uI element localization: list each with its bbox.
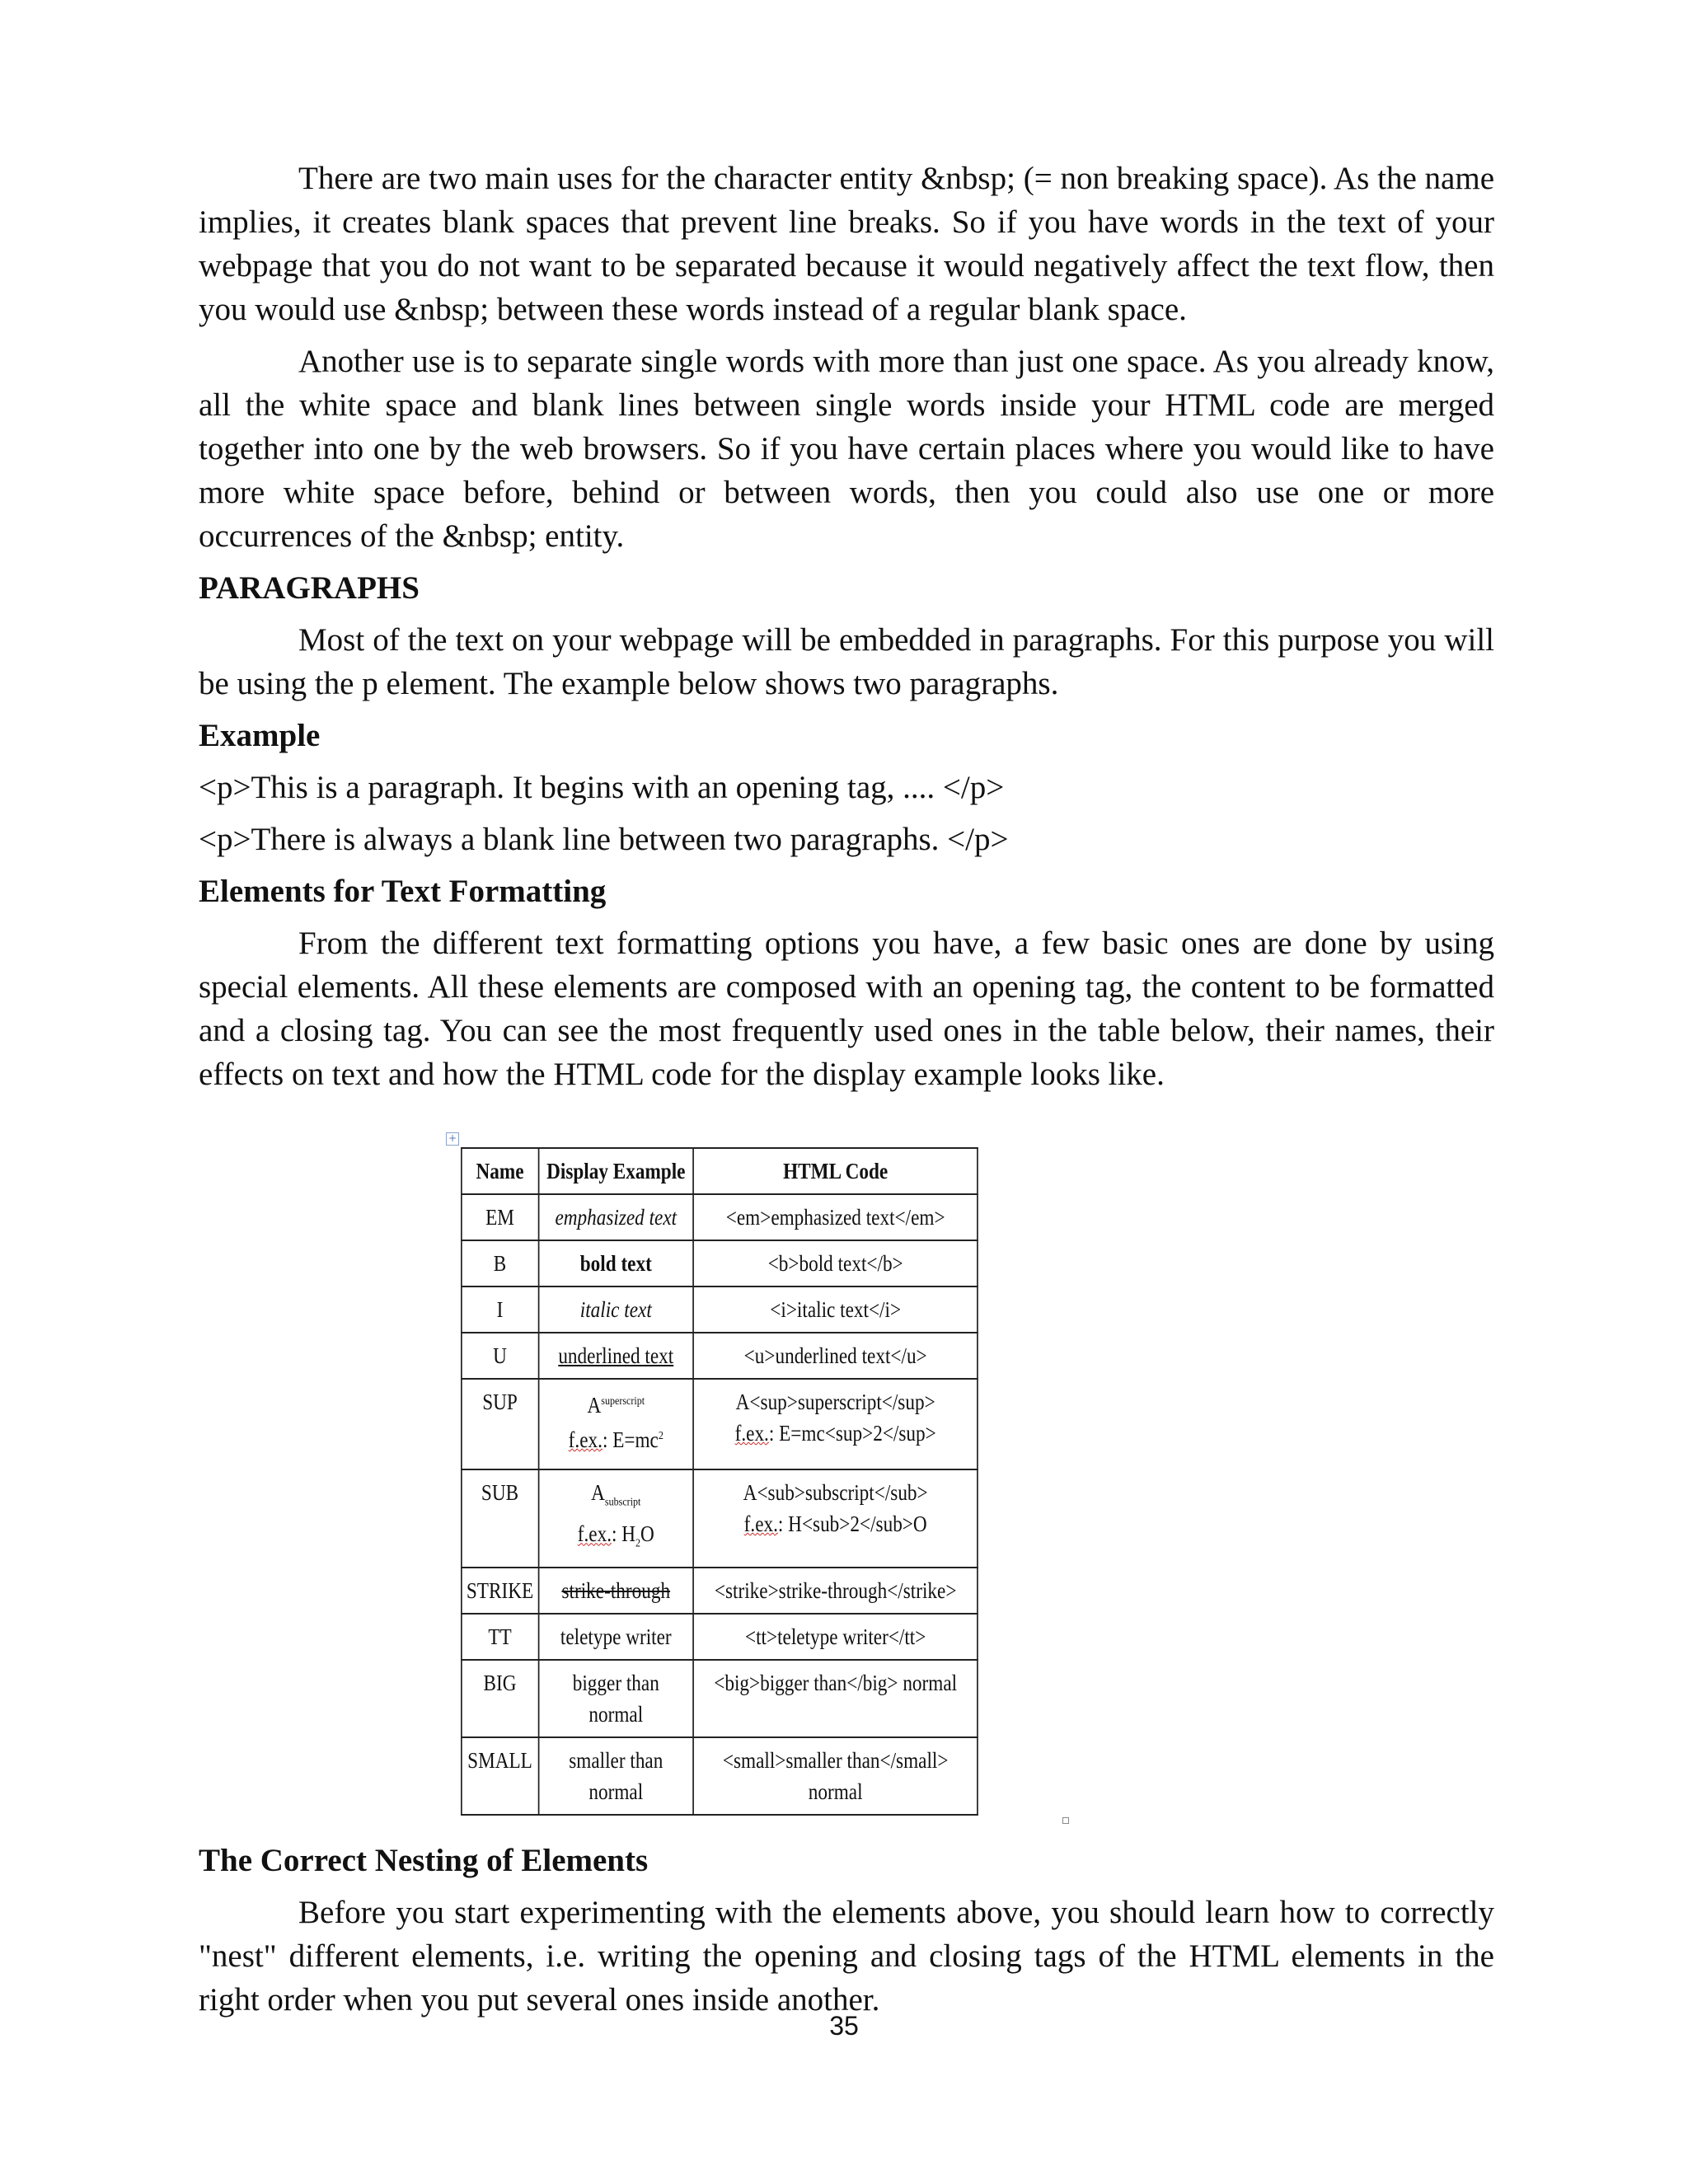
- cell-code: <b>bold text</b>: [693, 1240, 978, 1286]
- table-resize-handle[interactable]: [1062, 1817, 1069, 1824]
- display-text: italic text: [579, 1297, 652, 1322]
- table-row-sub: [462, 1469, 978, 1568]
- display-line-2: [543, 1518, 688, 1559]
- cell-name: B: [462, 1240, 538, 1286]
- display-line-2: [543, 1421, 688, 1455]
- cell-code: <big>bigger than</big> normal: [693, 1660, 978, 1737]
- example-heading: Example: [199, 718, 321, 753]
- cell-display: [538, 1240, 693, 1286]
- table-row-em: [462, 1194, 978, 1240]
- display-sup: superscript: [601, 1395, 645, 1408]
- cell-name: SMALL: [462, 1737, 538, 1815]
- cell-display: teletype writer: [538, 1614, 693, 1660]
- display-text: bold text: [579, 1251, 652, 1276]
- formatting-text: From the different text formatting options you have, a few basic ones are done by using special elements. All these elements are composed with an opening tag, the content to be formatted and a closing tag. You can see the most frequently used ones in the table below, their names, their effects on text and how the HTML code for the display example looks like.: [199, 926, 1494, 1092]
- display-end-2: O: [640, 1521, 654, 1547]
- intro-paragraph-1: There are two main uses for the character entity &nbsp; (= non breaking space). As the name implies, it creates blank spaces that prevent line breaks. So if you have words in the text of your webpage that you do not want to be separated because it would negatively affect the text flow, then you would use &nbsp; between these words instead of a regular blank space.: [199, 161, 1494, 327]
- cell-display: [538, 1469, 693, 1568]
- paragraphs-heading: PARAGRAPHS: [199, 570, 420, 606]
- display-base-2: : E=mc: [602, 1427, 659, 1452]
- fex-prefix: f.ex.: [577, 1521, 612, 1547]
- display-sub-2: 2: [635, 1537, 641, 1550]
- display-base: A: [591, 1480, 605, 1505]
- display-line-1: [543, 1477, 688, 1518]
- cell-code: <u>underlined text</u>: [693, 1333, 978, 1379]
- document-page: [199, 157, 1494, 2030]
- display-text: emphasized text: [555, 1205, 678, 1230]
- fex-prefix: f.ex.: [568, 1427, 603, 1452]
- cell-code: [693, 1469, 978, 1568]
- cell-name: SUP: [462, 1379, 538, 1469]
- table-header-row: [462, 1148, 978, 1194]
- header-html-code: HTML Code: [693, 1148, 978, 1194]
- nesting-heading: The Correct Nesting of Elements: [199, 1842, 649, 1878]
- cell-code: <strike>strike-through</strike>: [693, 1568, 978, 1614]
- formatting-table-container: [448, 1132, 1062, 1816]
- paragraphs-text: Most of the text on your webpage will be embedded in paragraphs. For this purpose you will be using the p element. The example below shows two paragraphs.: [199, 622, 1494, 701]
- table-move-handle-icon[interactable]: +: [446, 1132, 459, 1146]
- cell-name: STRIKE: [462, 1568, 538, 1614]
- example-line-2: <p>There is always a blank line between two paragraphs. </p>: [199, 822, 1009, 857]
- formatting-heading: Elements for Text Formatting: [199, 874, 607, 909]
- cell-code: <em>emphasized text</em>: [693, 1194, 978, 1240]
- table-row-sup: [462, 1379, 978, 1469]
- cell-code: <i>italic text</i>: [693, 1286, 978, 1333]
- cell-name: U: [462, 1333, 538, 1379]
- header-display-example: Display Example: [538, 1148, 693, 1194]
- code-line-2: [698, 1508, 972, 1540]
- intro-paragraph-2: Another use is to separate single words with more than just one space. As you already know, all the white space and blank lines between single words inside your HTML code are merged together into one by the web browsers. So if you have certain places where you would like to have more white space before, behind or between words, then you could also use one or more occurrences of the &nbsp; entity.: [199, 344, 1494, 554]
- cell-display: [538, 1194, 693, 1240]
- code-line-2: [698, 1418, 972, 1449]
- example-line-1: <p>This is a paragraph. It begins with an opening tag, .... </p>: [199, 770, 1005, 805]
- display-sup-2: 2: [658, 1430, 663, 1442]
- display-text: strike-through: [561, 1577, 671, 1603]
- cell-display: [538, 1568, 693, 1614]
- formatting-table: [461, 1147, 978, 1816]
- spacer: [199, 1816, 1494, 1839]
- display-base: A: [587, 1393, 602, 1418]
- cell-display: bigger than normal: [538, 1660, 693, 1737]
- cell-name: EM: [462, 1194, 538, 1240]
- table-row-tt: [462, 1614, 978, 1660]
- cell-display: [538, 1286, 693, 1333]
- nesting-text: Before you start experimenting with the elements above, you should learn how to correctly "nest" different elements, i.e. writing the opening and closing tags of the HTML elements in the right order when you put several ones inside another.: [199, 1894, 1494, 2018]
- cell-name: I: [462, 1286, 538, 1333]
- cell-code: [693, 1379, 978, 1469]
- header-name: Name: [462, 1148, 538, 1194]
- cell-display: [538, 1333, 693, 1379]
- table-row-strike: [462, 1568, 978, 1614]
- display-line-1: [543, 1386, 688, 1421]
- display-base-2: : H: [612, 1521, 636, 1547]
- table-row-u: [462, 1333, 978, 1379]
- table-row-big: [462, 1660, 978, 1737]
- table-row-b: [462, 1240, 978, 1286]
- display-text: underlined text: [558, 1343, 674, 1368]
- fex-prefix: f.ex.: [734, 1421, 769, 1446]
- code-rest: : H<sub>2</sub>O: [777, 1511, 927, 1536]
- cell-name: TT: [462, 1614, 538, 1660]
- cell-display: smaller than normal: [538, 1737, 693, 1815]
- fex-prefix: f.ex.: [743, 1511, 778, 1536]
- table-row-small: [462, 1737, 978, 1815]
- code-line-1: A<sub>subscript</sub>: [743, 1480, 928, 1505]
- cell-code: <small>smaller than</small> normal: [693, 1737, 978, 1815]
- code-line-1: A<sup>superscript</sup>: [735, 1390, 935, 1414]
- cell-display: [538, 1379, 693, 1469]
- cell-code: <tt>teletype writer</tt>: [693, 1614, 978, 1660]
- code-rest: : E=mc<sup>2</sup>: [768, 1421, 936, 1446]
- table-row-i: [462, 1286, 978, 1333]
- display-sub: subscript: [604, 1496, 641, 1509]
- cell-name: SUB: [462, 1469, 538, 1568]
- page-number: 35: [829, 2011, 859, 2041]
- cell-name: BIG: [462, 1660, 538, 1737]
